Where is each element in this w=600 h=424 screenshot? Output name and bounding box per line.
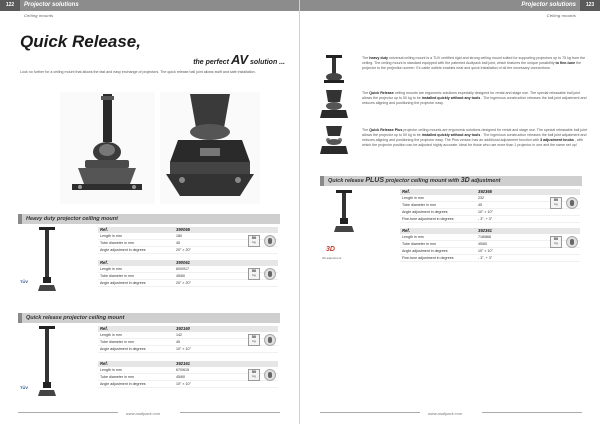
ref-label: Ref.: [100, 361, 108, 366]
spec-value: 45/60: [176, 274, 185, 278]
right-page: [300, 0, 600, 424]
spec-label: Tube diameter in mm: [100, 241, 134, 245]
weight-badge: [248, 369, 260, 381]
spec-label: Fine-tune adjustment in degrees: [402, 256, 454, 260]
ref-label: Ref.: [100, 260, 108, 265]
desc-text: The: [362, 128, 369, 132]
hero-sub-brand: AV: [230, 52, 249, 67]
spec-value: 45/60: [176, 375, 185, 379]
left-footer-line: [180, 412, 280, 413]
spec-label: Angle adjustment in degrees: [100, 347, 146, 351]
spec-label: Tube diameter in mm: [100, 274, 134, 278]
ball-joint-icon: [566, 236, 578, 248]
ref-value: 392365: [478, 189, 492, 194]
spec-row: [400, 248, 580, 255]
spec-value: 20° × 20°: [176, 248, 191, 252]
spec-value: 180: [176, 234, 182, 238]
weight-badge: [248, 268, 260, 280]
spec-label: Angle adjustment in degrees: [100, 382, 146, 386]
hero-sub-suffix: solution ...: [250, 59, 285, 66]
ref-value: 392160: [176, 326, 190, 331]
right-footer-line: [320, 412, 420, 413]
right-footer-url[interactable]: www.audipack.com: [428, 411, 463, 416]
spec-value: 142: [176, 333, 182, 337]
ref-label: Ref.: [402, 228, 410, 233]
desc-text: projector ceiling mounts are ergonomic solutions designed for rental and stage use. The special releasable ball joint allows the projector up to 50 kg to be: [362, 128, 587, 137]
quick-release-mount-drawing: [36, 326, 58, 402]
spec-value: 10° × 10°: [176, 347, 191, 351]
spec-label: Tube diameter in mm: [402, 203, 436, 207]
title-part: Quick release: [328, 178, 364, 184]
spec-block-390065: [98, 227, 278, 254]
hero-sub-prefix: the perfect: [193, 59, 229, 66]
spec-block-392160: [98, 326, 278, 353]
ref-value: 392361: [478, 228, 492, 233]
left-header-subtitle: Ceiling mounts: [24, 13, 54, 18]
hero-subtitle: [193, 52, 285, 67]
spec-value: - 3°, + 3°: [478, 256, 493, 260]
weight-badge-line: kg: [252, 240, 256, 244]
spec-value: 718/866: [478, 235, 491, 239]
spec-row: [400, 209, 580, 216]
ref-label: Ref.: [100, 326, 108, 331]
ball-joint-icon: [264, 369, 276, 381]
spec-label: Angle adjustment in degrees: [402, 210, 448, 214]
weight-badge-line: 50: [251, 268, 257, 273]
desc-text: The: [362, 91, 369, 95]
right-header-title: Projector solutions: [521, 2, 576, 8]
weight-badge-line: 50: [553, 197, 559, 202]
spec-row: [400, 216, 580, 223]
weight-badge-line: 50: [251, 334, 257, 339]
desc-bold: to fine-tune: [555, 61, 576, 65]
ball-joint-icon: [566, 197, 578, 209]
quick-release-photo-2: [160, 92, 260, 204]
ref-label: Ref.: [100, 227, 108, 232]
weight-badge-line: 50: [553, 236, 559, 241]
spec-label: Length in mm: [402, 196, 424, 200]
spec-row: [98, 280, 278, 287]
desc-text: . The ingenious construction releases the ball joint adjustment and reduces aligning and positioning the projector easy.: [362, 96, 587, 105]
spec-row: [98, 247, 278, 254]
weight-badge: [248, 334, 260, 346]
spec-value: 670/615: [176, 368, 189, 372]
spec-value: 45: [478, 203, 482, 207]
spec-label: Tube diameter in mm: [402, 242, 436, 246]
left-footer-url[interactable]: www.audipack.com: [126, 411, 161, 416]
weight-badge: [550, 197, 562, 209]
spec-value: 10° × 10°: [478, 210, 493, 214]
desc-bold: installed quickly without any tools: [421, 96, 481, 100]
desc-bold: heavy duty: [369, 56, 388, 60]
desc-bold: 3 adjustment knobs: [540, 138, 574, 142]
ref-label: Ref.: [402, 189, 410, 194]
spec-label: Length in mm: [100, 333, 122, 337]
tuv-badge: TÜV: [20, 279, 28, 284]
weight-badge-line: kg: [252, 273, 256, 277]
description-heavy-duty: [362, 56, 587, 71]
hero-title: Quick Release,: [20, 32, 141, 51]
spec-value: 45/60: [478, 242, 487, 246]
spec-value: 20° × 20°: [176, 281, 191, 285]
desc-text: universal ceiling mount is a TUV certified rigid and strong ceiling mount suited for supporting projectors up to 75 kg from the ceiling. The ceiling mount is standard equipped with the patented Audipack ball joint, which features the unique possibility: [362, 56, 586, 65]
title-part: PLUS: [365, 177, 384, 184]
left-footer-line: [18, 412, 118, 413]
spec-label: Length in mm: [402, 235, 424, 239]
spec-row: [98, 346, 278, 353]
quick-release-photo-1: [60, 92, 155, 204]
spec-label: Length in mm: [100, 368, 122, 372]
right-header-subtitle: Ceiling mounts: [546, 13, 576, 18]
heavy-duty-mount-drawing: [36, 227, 58, 297]
description-quick-release-plus: [362, 128, 587, 148]
spec-block-392365: [400, 189, 580, 223]
spec-label: Angle adjustment in degrees: [100, 281, 146, 285]
section-quick-release: [18, 313, 280, 403]
spec-value: 45: [176, 340, 180, 344]
weight-badge-line: 50: [251, 369, 257, 374]
spec-label: Fine-tune adjustment in degrees: [402, 217, 454, 221]
right-page-number: 123: [580, 0, 600, 11]
desc-bold: Quick Release Plus: [369, 128, 403, 132]
spec-block-390061: [98, 260, 278, 287]
desc-text: The Plus version has an additional adjustment function with: [444, 138, 540, 142]
spec-row: [98, 381, 278, 388]
spec-value: 10° × 10°: [478, 249, 493, 253]
section-heavy-duty-title: Heavy duty projector ceiling mount: [18, 214, 280, 224]
quick-release-thumbnail: [318, 90, 350, 122]
spec-label: Angle adjustment in degrees: [402, 249, 448, 253]
heavy-duty-mount-thumbnail: [320, 55, 348, 85]
desc-text: ceiling mounts are ergonomic solutions especially designed for rental and stage use. The special releasable ball joint allows the projector up to 50 kg to be: [362, 91, 581, 100]
tuv-badge: TÜV: [20, 385, 28, 390]
description-quick-release: [362, 91, 587, 106]
left-header-bar: [0, 0, 299, 11]
weight-badge: [248, 235, 260, 247]
section-quick-release-title: Quick release projector ceiling mount: [18, 313, 280, 323]
left-header-title: Projector solutions: [24, 2, 79, 8]
desc-bold: Quick Release: [369, 91, 394, 95]
spec-value: - 3°, + 3°: [478, 217, 493, 221]
right-footer-line: [482, 412, 582, 413]
ref-value: 392161: [176, 361, 190, 366]
title-part: 3D: [460, 177, 470, 184]
section-heavy-duty: [18, 214, 280, 299]
spec-value: 232: [478, 196, 484, 200]
weight-badge: [550, 236, 562, 248]
spec-label: Tube diameter in mm: [100, 375, 134, 379]
quick-release-plus-thumbnail: [318, 126, 350, 158]
desc-text: the projector to the projection screen. Ex cable outlets enables neat and quick installation of all the necessary connections.: [362, 61, 582, 70]
3d-adjustment-caption: 3D adjustment: [322, 256, 342, 260]
weight-badge-line: kg: [252, 339, 256, 343]
ref-value: 390065: [176, 227, 190, 232]
section-quick-release-plus: [320, 176, 582, 272]
spec-value: 45: [176, 241, 180, 245]
hero-text: Look no further for a ceiling mount that allows the fast and easy exchange of projectors. The quick release ball joint allows swift and safe installation.: [20, 70, 256, 74]
spec-block-392161: [98, 361, 278, 388]
weight-badge-line: 50: [251, 235, 257, 240]
ref-value: 390061: [176, 260, 190, 265]
left-page-number: 122: [0, 0, 20, 11]
spec-row: [400, 255, 580, 262]
weight-badge-line: kg: [554, 202, 558, 206]
3d-adjustment-badge: 3D: [326, 246, 335, 253]
desc-bold: installed quickly without any tools: [421, 133, 481, 137]
spec-label: Angle adjustment in degrees: [100, 248, 146, 252]
section-quick-release-plus-title: [320, 176, 582, 186]
spec-label: Length in mm: [100, 267, 122, 271]
desc-text: , with which the projector position can be adjusted highly accurate. Ideal for those who use more than 1 projector in one and the same set up!: [362, 138, 584, 147]
desc-text: . The ingenious construction releases the ball joint adjustment and reduces aligning and positioning the projector easy.: [362, 133, 587, 142]
spec-value: 600/917: [176, 267, 189, 271]
ball-joint-icon: [264, 334, 276, 346]
spec-label: Tube diameter in mm: [100, 340, 134, 344]
desc-text: The: [362, 56, 369, 60]
spec-label: Length in mm: [100, 234, 122, 238]
spec-value: 10° × 10°: [176, 382, 191, 386]
ball-joint-icon: [264, 235, 276, 247]
weight-badge-line: kg: [554, 241, 558, 245]
title-part: adjustment: [471, 178, 501, 184]
weight-badge-line: kg: [252, 374, 256, 378]
spec-block-392361: [400, 228, 580, 262]
quick-release-plus-mount-drawing: [332, 190, 356, 234]
right-header-bar: [300, 0, 600, 11]
title-part: projector ceiling mount with: [385, 178, 460, 184]
ball-joint-icon: [264, 268, 276, 280]
